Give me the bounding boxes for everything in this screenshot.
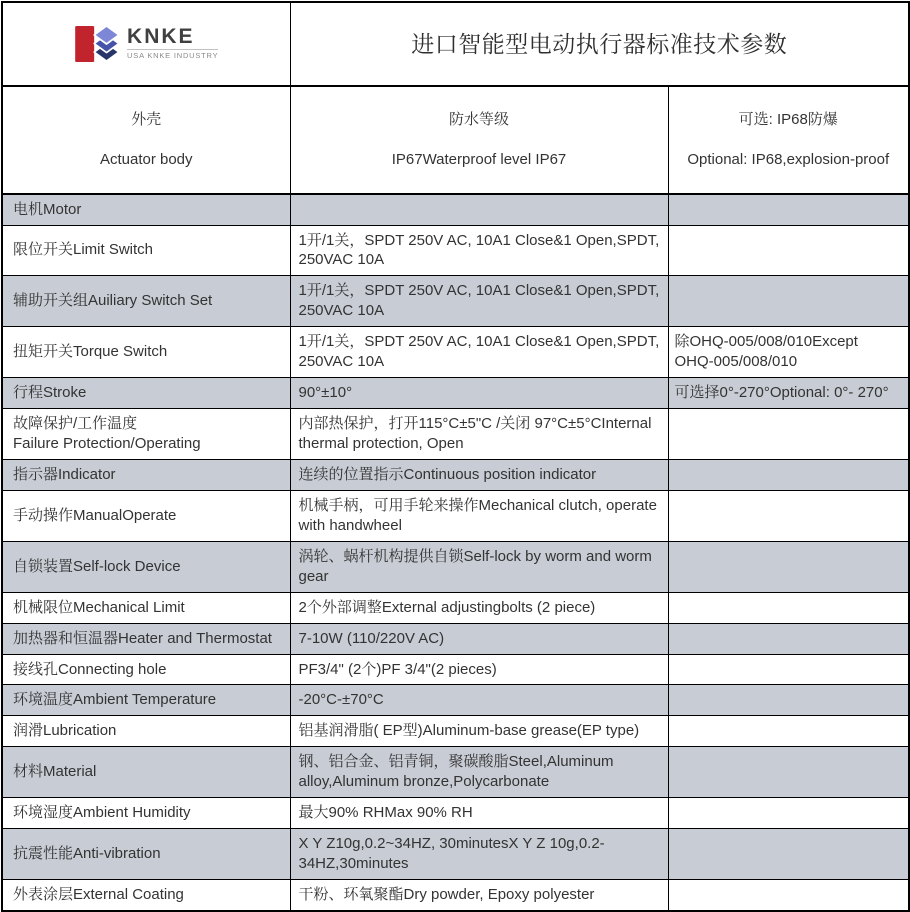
spec-value: 最大90% RHMax 90% RH [290, 798, 668, 829]
spec-label: 限位开关Limit Switch [2, 225, 290, 276]
spec-label: 行程Stroke [2, 378, 290, 409]
spec-option [668, 623, 909, 654]
brand-title-row [2, 2, 909, 86]
table-row [2, 592, 909, 623]
spec-value: 机械手柄，可用手轮来操作Mechanical clutch, operate with handwheel [290, 490, 668, 541]
table-row [2, 685, 909, 716]
spec-label: 环境温度Ambient Temperature [2, 685, 290, 716]
spec-label: 环境湿度Ambient Humidity [2, 798, 290, 829]
table-row [2, 716, 909, 747]
header-waterproof [290, 86, 668, 194]
spec-option [668, 592, 909, 623]
spec-label: 自锁装置Self-lock Device [2, 541, 290, 592]
table-row [2, 409, 909, 460]
table-row [2, 490, 909, 541]
table-row [2, 880, 909, 911]
spec-option [668, 798, 909, 829]
spec-value: 内部热保护，打开115°C±5"C /关闭 97°C±5°CInternal thermal protection, Open [290, 409, 668, 460]
page-title: 进口智能型电动执行器标准技术参数 [290, 2, 909, 86]
table-row [2, 623, 909, 654]
spec-option [668, 880, 909, 911]
table-row [2, 747, 909, 798]
table-row [2, 798, 909, 829]
spec-value: 7-10W (110/220V AC) [290, 623, 668, 654]
spec-value: 2个外部调整External adjustingbolts (2 piece) [290, 592, 668, 623]
spec-label: 外表涂层External Coating [2, 880, 290, 911]
spec-label: 手动操作ManualOperate [2, 490, 290, 541]
table-row [2, 327, 909, 378]
spec-value: 铝基润滑脂( EP型)Aluminum-base grease(EP type) [290, 716, 668, 747]
table-row [2, 829, 909, 880]
spec-option [668, 194, 909, 225]
spec-option [668, 747, 909, 798]
brand-name: KNKE [127, 25, 195, 49]
spec-value: 干粉、环氧聚酯Dry powder, Epoxy polyester [290, 880, 668, 911]
spec-option [668, 685, 909, 716]
spec-option [668, 541, 909, 592]
table-row [2, 194, 909, 225]
spec-option [668, 459, 909, 490]
spec-value: PF3/4" (2个)PF 3/4"(2 pieces) [290, 654, 668, 685]
spec-label: 抗震性能Anti-vibration [2, 829, 290, 880]
table-row [2, 654, 909, 685]
spec-value: 钢、铝合金、铝青铜，聚碳酸脂Steel,Aluminum alloy,Aluminum bronze,Polycarbonate [290, 747, 668, 798]
spec-value: 90°±10° [290, 378, 668, 409]
spec-option [668, 276, 909, 327]
table-row [2, 276, 909, 327]
table-row [2, 459, 909, 490]
spec-option: 可选择0°-270°Optional: 0°- 270° [668, 378, 909, 409]
spec-option: 除OHQ-005/008/010Except OHQ-005/008/010 [668, 327, 909, 378]
spec-label: 机械限位Mechanical Limit [2, 592, 290, 623]
table-row [2, 378, 909, 409]
spec-value: 连续的位置指示Continuous position indicator [290, 459, 668, 490]
spec-value: -20°C-±70°C [290, 685, 668, 716]
spec-option [668, 225, 909, 276]
header-actuator-body-en: Actuator body [99, 150, 193, 168]
spec-option [668, 654, 909, 685]
spec-value: X Y Z10g,0.2~34HZ, 30minutesX Y Z 10g,0.2-34HZ,30minutes [290, 829, 668, 880]
spec-value: 1开/1关，SPDT 250V AC, 10A1 Close&1 Open,SPDT, 250VAC 10A [290, 327, 668, 378]
table-row [2, 225, 909, 276]
spec-label: 电机Motor [2, 194, 290, 225]
header-optional [668, 86, 909, 194]
spec-label: 扭矩开关Torque Switch [2, 327, 290, 378]
spec-label: 故障保护/工作温度 Failure Protection/Operating [2, 409, 290, 460]
spec-label: 材料Material [2, 747, 290, 798]
spec-value: 1开/1关，SPDT 250V AC, 10A1 Close&1 Open,SPDT, 250VAC 10A [290, 225, 668, 276]
spec-table-body [2, 194, 909, 911]
logo-text [127, 26, 218, 61]
column-header-row [2, 86, 909, 194]
logo-cell [2, 2, 290, 86]
brand-subtitle: USA KNKE INDUSTRY [127, 51, 219, 61]
spec-option [668, 409, 909, 460]
table-row [2, 541, 909, 592]
header-waterproof-cn: 防水等级 [448, 110, 509, 128]
spec-label: 辅助开关组Auiliary Switch Set [2, 276, 290, 327]
spec-label: 接线孔Connecting hole [2, 654, 290, 685]
spec-option [668, 829, 909, 880]
header-actuator-body-cn: 外壳 [131, 110, 162, 128]
header-optional-en: Optional: IP68,explosion-proof [687, 150, 890, 168]
header-actuator-body [2, 86, 290, 194]
spec-value: 涡轮、蜗杆机构提供自锁Self-lock by worm and worm gear [290, 541, 668, 592]
spec-option [668, 490, 909, 541]
spec-sheet-page [0, 1, 910, 903]
spec-option [668, 716, 909, 747]
spec-table [1, 1, 910, 912]
spec-value [290, 194, 668, 225]
spec-label: 指示器Indicator [2, 459, 290, 490]
spec-label: 加热器和恒温器Heater and Thermostat [2, 623, 290, 654]
spec-value: 1开/1关，SPDT 250V AC, 10A1 Close&1 Open,SPDT, 250VAC 10A [290, 276, 668, 327]
header-optional-cn: 可选: IP68防爆 [738, 110, 838, 128]
header-waterproof-en: IP67Waterproof level IP67 [391, 150, 567, 168]
spec-label: 润滑Lubrication [2, 716, 290, 747]
knke-logo-mark-icon [74, 25, 121, 63]
knke-logo [9, 25, 284, 63]
